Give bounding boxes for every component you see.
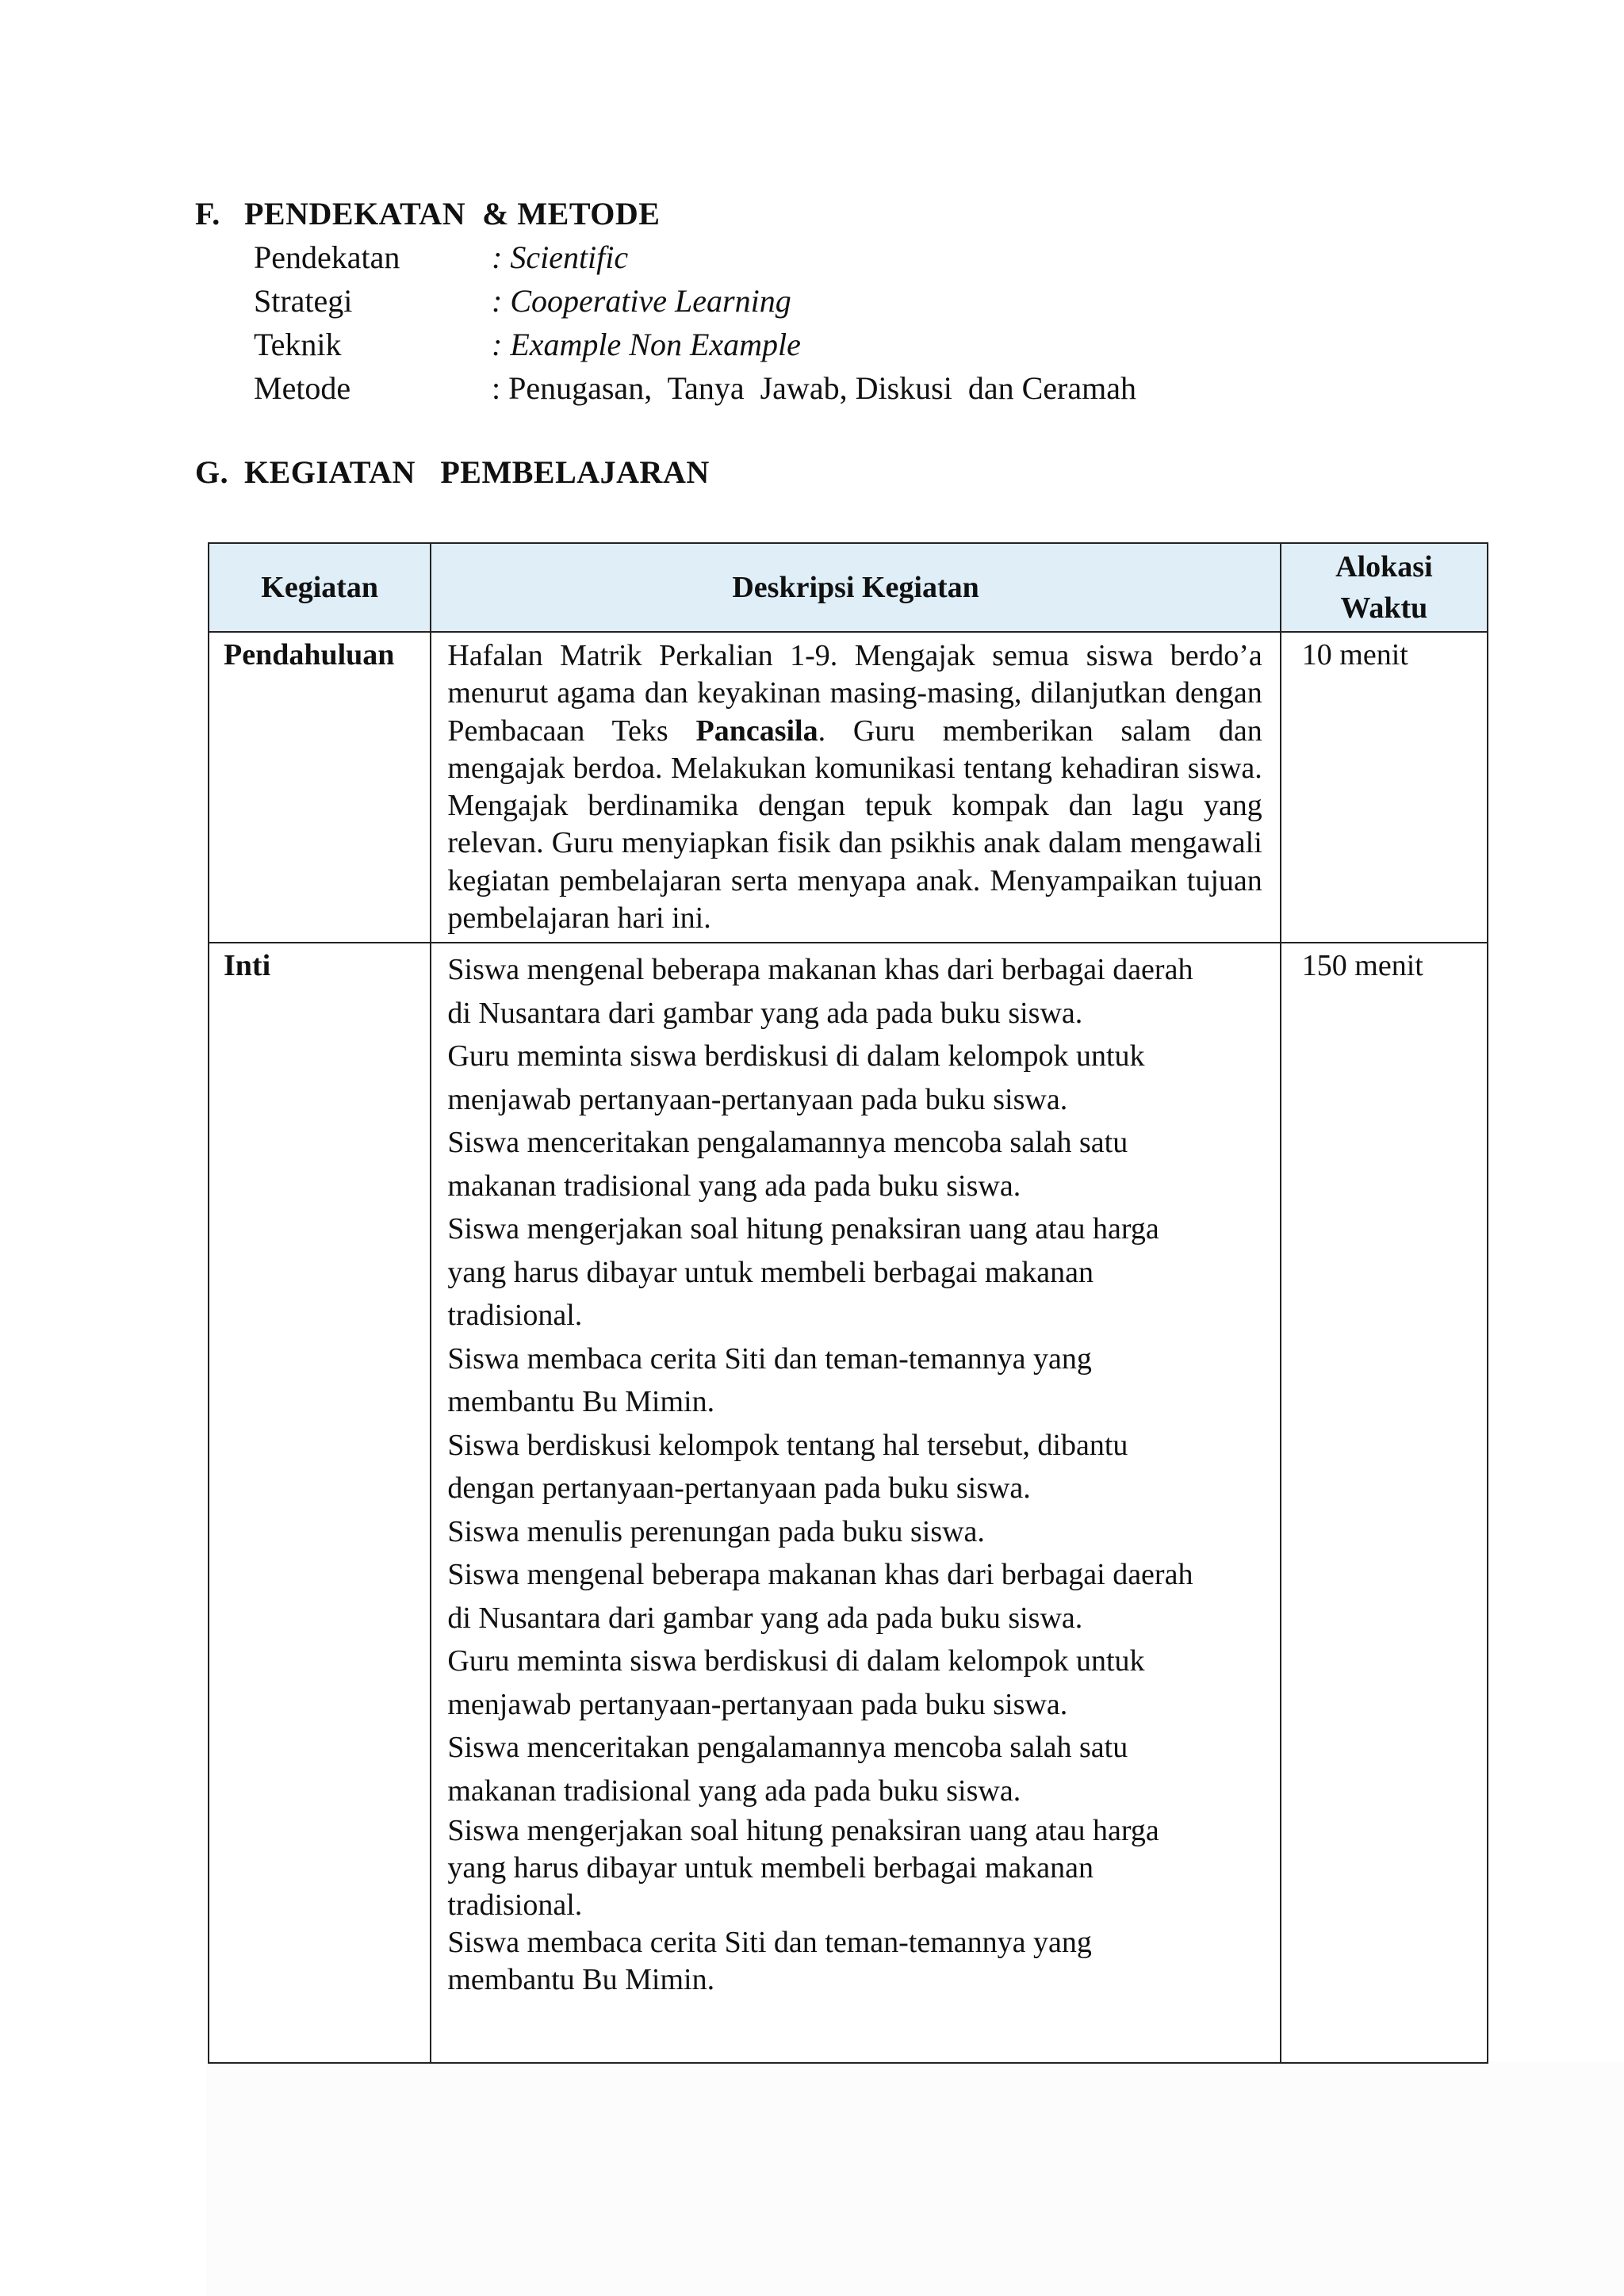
- meta-label: Metode: [254, 370, 351, 406]
- inti-line: Siswa membaca cerita Siti dan teman-temannya yang: [447, 1341, 1092, 1376]
- activities-table: [208, 542, 1488, 2064]
- section-f-title: PENDEKATAN & METODE: [244, 196, 661, 232]
- section-f-letter: F.: [195, 196, 220, 232]
- deskripsi-bold-text: Pancasila: [695, 714, 818, 748]
- header-alokasi-line2: Waktu: [1340, 591, 1428, 625]
- header-kegiatan: Kegiatan: [209, 543, 431, 632]
- meta-label: Strategi: [254, 283, 353, 319]
- inti-line: di Nusantara dari gambar yang ada pada buku siswa.: [447, 1601, 1083, 1635]
- kegiatan-pendahuluan: Pendahuluan: [209, 632, 431, 943]
- meta-value: : Example Non Example: [492, 327, 801, 362]
- inti-line: Siswa berdiskusi kelompok tentang hal tersebut, dibantu: [447, 1428, 1128, 1462]
- meta-row-strategi: [254, 280, 791, 323]
- inti-line: Guru meminta siswa berdiskusi di dalam kelompok untuk: [447, 1039, 1145, 1073]
- inti-line: Siswa mengenal beberapa makanan khas dari berbagai daerah: [447, 953, 1193, 987]
- meta-label: Teknik: [254, 327, 342, 362]
- meta-label: Pendekatan: [254, 239, 400, 275]
- section-g-letter: G.: [195, 454, 229, 490]
- section-g-title: KEGIATAN PEMBELAJARAN: [244, 454, 710, 490]
- deskripsi-text: Hafalan Matrik Perkalian 1-9. Mengajak semua siswa berdo’a menurut agama dan keyakinan masing-masing, dilanjutkan dengan Pembacaan Teks: [447, 639, 1262, 748]
- deskripsi-text: . Guru memberikan salam dan mengajak berdoa. Melakukan komunikasi tentang kehadiran siswa. Mengajak berdinamika dengan tepuk kompak dan lagu yang relevan. Guru menyiapkan fisik dan psikhis anak dalam mengawali kegiatan pembelajaran serta menyapa anak. Menyampaikan tujuan pembelajaran hari ini.: [447, 714, 1262, 936]
- inti-line: yang harus dibayar untuk membeli berbagai makanan: [447, 1851, 1094, 1885]
- inti-line: membantu Bu Mimin.: [447, 1963, 715, 1997]
- inti-line: di Nusantara dari gambar yang ada pada buku siswa.: [447, 996, 1083, 1030]
- table-row-inti: [209, 943, 1488, 2063]
- inti-line: Siswa mengenal beberapa makanan khas dari berbagai daerah: [447, 1558, 1193, 1592]
- inti-line: yang harus dibayar untuk membeli berbagai makanan: [447, 1255, 1094, 1289]
- inti-line: makanan tradisional yang ada pada buku siswa.: [447, 1774, 1021, 1808]
- inti-line: makanan tradisional yang ada pada buku siswa.: [447, 1169, 1021, 1203]
- table-row-pendahuluan: [209, 632, 1488, 943]
- meta-value: : Scientific: [492, 239, 629, 275]
- inti-line: Siswa mengerjakan soal hitung penaksiran uang atau harga: [447, 1212, 1159, 1246]
- kegiatan-inti: Inti: [209, 943, 431, 2063]
- inti-line: tradisional.: [447, 1299, 583, 1333]
- inti-line: menjawab pertanyaan-pertanyaan pada buku siswa.: [447, 1082, 1068, 1116]
- inti-line: Siswa menceritakan pengalamannya mencoba salah satu: [447, 1731, 1128, 1765]
- table-header-row: [209, 543, 1488, 632]
- meta-row-metode: [254, 367, 1136, 410]
- meta-row-pendekatan: [254, 236, 628, 279]
- header-alokasi-line1: Alokasi: [1335, 550, 1433, 584]
- meta-value: : Penugasan, Tanya Jawab, Diskusi dan Ceramah: [492, 370, 1136, 406]
- inti-line: Siswa mengerjakan soal hitung penaksiran uang atau harga: [447, 1814, 1159, 1848]
- section-f-heading: [195, 195, 660, 232]
- inti-line: menjawab pertanyaan-pertanyaan pada buku siswa.: [447, 1687, 1068, 1721]
- inti-line: tradisional.: [447, 1888, 583, 1923]
- inti-line: Siswa menulis perenungan pada buku siswa.: [447, 1514, 985, 1548]
- inti-line: membantu Bu Mimin.: [447, 1385, 715, 1419]
- deskripsi-inti: [431, 943, 1280, 2063]
- alokasi-pendahuluan: 10 menit: [1281, 632, 1488, 943]
- deskripsi-pendahuluan: [431, 632, 1280, 943]
- inti-line: Siswa menceritakan pengalamannya mencoba salah satu: [447, 1126, 1128, 1160]
- inti-line: dengan pertanyaan-pertanyaan pada buku siswa.: [447, 1471, 1031, 1506]
- inti-line: Siswa membaca cerita Siti dan teman-temannya yang: [447, 1926, 1092, 1960]
- meta-value: : Cooperative Learning: [492, 283, 791, 319]
- header-deskripsi: Deskripsi Kegiatan: [431, 543, 1280, 632]
- header-alokasi: [1281, 543, 1488, 632]
- meta-row-teknik: [254, 323, 801, 366]
- inti-line: Guru meminta siswa berdiskusi di dalam kelompok untuk: [447, 1644, 1145, 1678]
- section-g-heading: [195, 453, 710, 491]
- page-shade: [206, 2061, 1624, 2296]
- alokasi-inti: 150 menit: [1281, 943, 1488, 2063]
